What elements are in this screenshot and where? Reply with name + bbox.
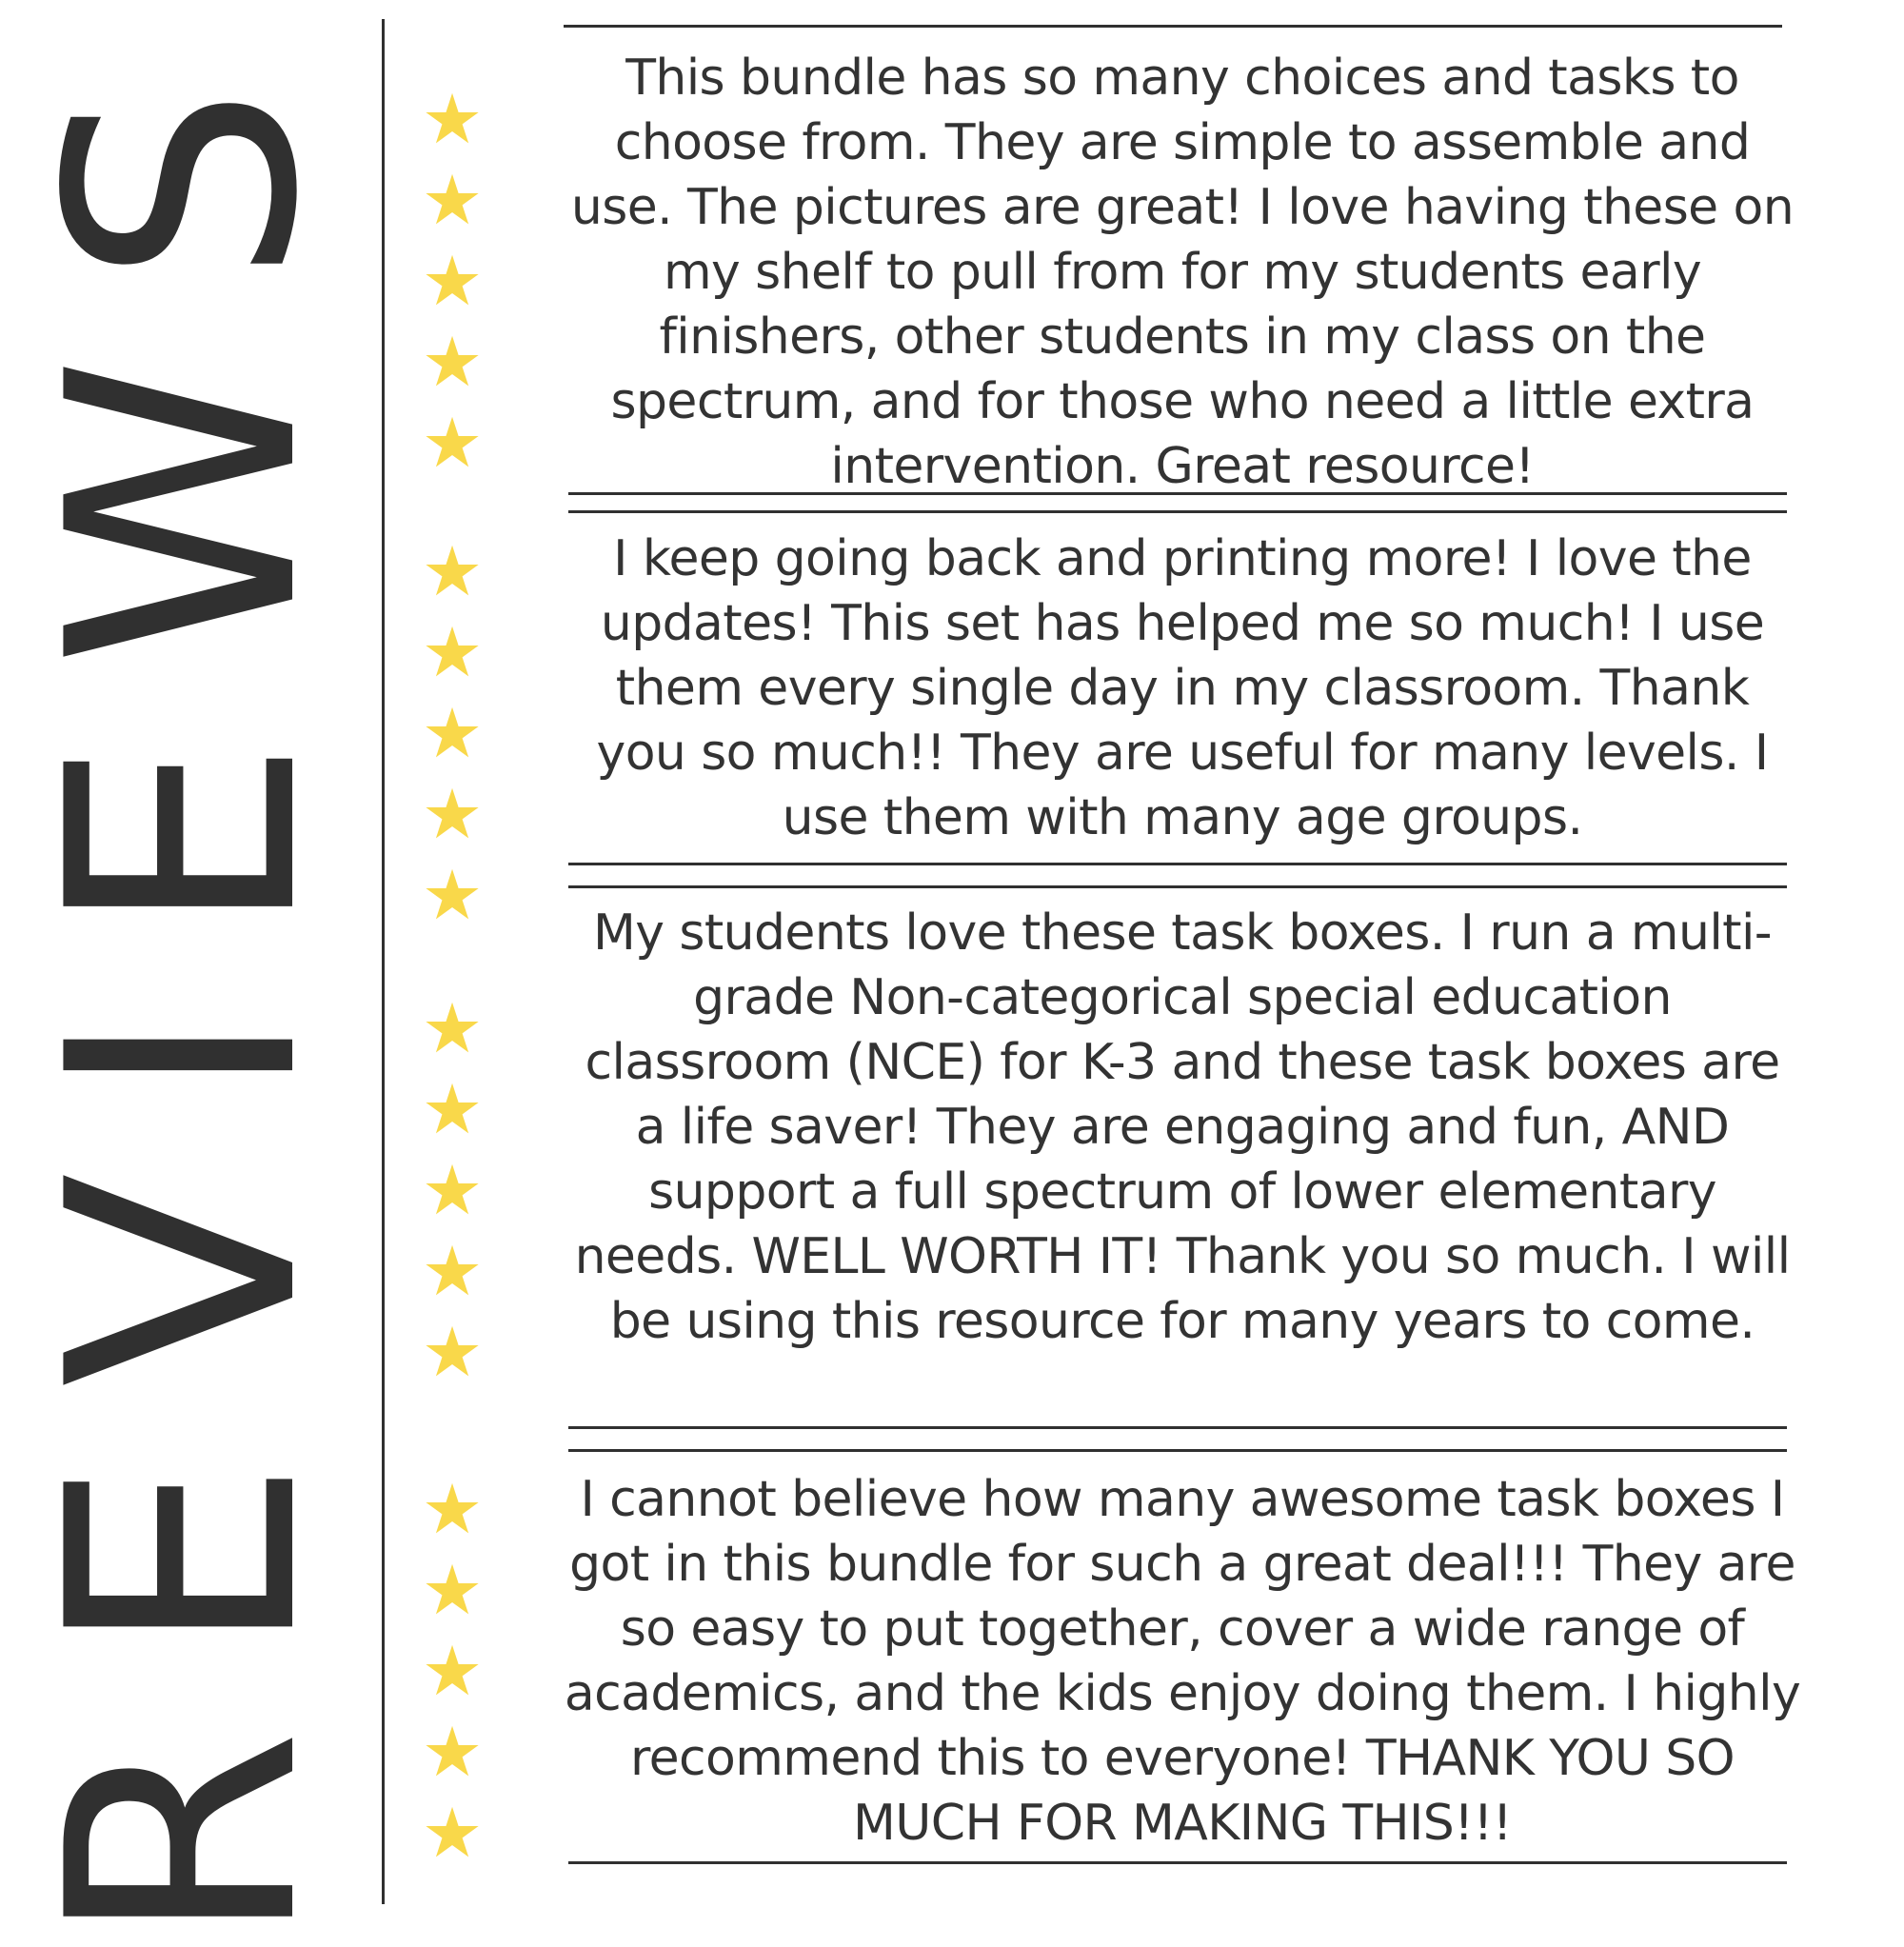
star-icon: ★ — [421, 1312, 484, 1392]
star-icon: ★ — [421, 1793, 484, 1873]
star-icon: ★ — [421, 693, 484, 773]
star-icon: ★ — [421, 1231, 484, 1311]
review-2-bottom-rule — [568, 863, 1787, 865]
star-icon: ★ — [421, 322, 484, 402]
star-icon: ★ — [421, 403, 484, 483]
star-icon: ★ — [421, 160, 484, 240]
review-3-bottom-rule — [568, 1426, 1787, 1429]
star-icon: ★ — [421, 1469, 484, 1549]
star-icon: ★ — [421, 988, 484, 1068]
review-2-text: I keep going back and printing more! I love the updates! This set has helped me so much! I use them every single day in my classroom. Thank you so much!! They are useful for many levels. I use them with many age groups. — [596, 530, 1769, 846]
review-3-top-rule — [568, 885, 1787, 888]
page-title: REVIEWS — [1, 13, 367, 1947]
review-2-top-rule — [568, 510, 1787, 513]
star-icon: ★ — [421, 1550, 484, 1630]
review-1-text: This bundle has so many choices and tasks to choose from. They are simple to assemble and use. The pictures are great! I love having these on my shelf to pull from for my students early finishers, other students in my class on the spectrum, and for those who need a little extra intervention. Great resource! — [570, 50, 1795, 495]
star-icon: ★ — [421, 241, 484, 321]
star-icon: ★ — [421, 855, 484, 935]
title-area — [1, 0, 367, 1947]
star-icon: ★ — [421, 1069, 484, 1149]
star-icon: ★ — [421, 1631, 484, 1711]
star-icon: ★ — [421, 1150, 484, 1230]
star-icon: ★ — [421, 531, 484, 611]
star-icon: ★ — [421, 774, 484, 854]
vertical-divider — [382, 19, 385, 1904]
review-1-top-rule — [564, 25, 1782, 28]
star-icon: ★ — [421, 1712, 484, 1792]
review-4-text: I cannot believe how many awesome task boxes I got in this bundle for such a great deal!!! They are so easy to put together, cover a wide range of academics, and the kids enjoy doing them. I highly recommend this to everyone! THANK YOU SO MUCH FOR MAKING THIS!!! — [564, 1471, 1801, 1852]
review-4-top-rule — [568, 1449, 1787, 1452]
star-icon: ★ — [421, 612, 484, 692]
review-4-bottom-rule — [568, 1861, 1787, 1864]
star-icon: ★ — [421, 79, 484, 159]
review-3-text: My students love these task boxes. I run a multi-grade Non-categorical special education classroom (NCE) for K-3 and these task boxes are a life saver! They are engaging and fun, AND support a full spectrum of lower elementary needs. WELL WORTH IT! Thank you so much. I will be using this resource for many years to come. — [574, 904, 1791, 1350]
